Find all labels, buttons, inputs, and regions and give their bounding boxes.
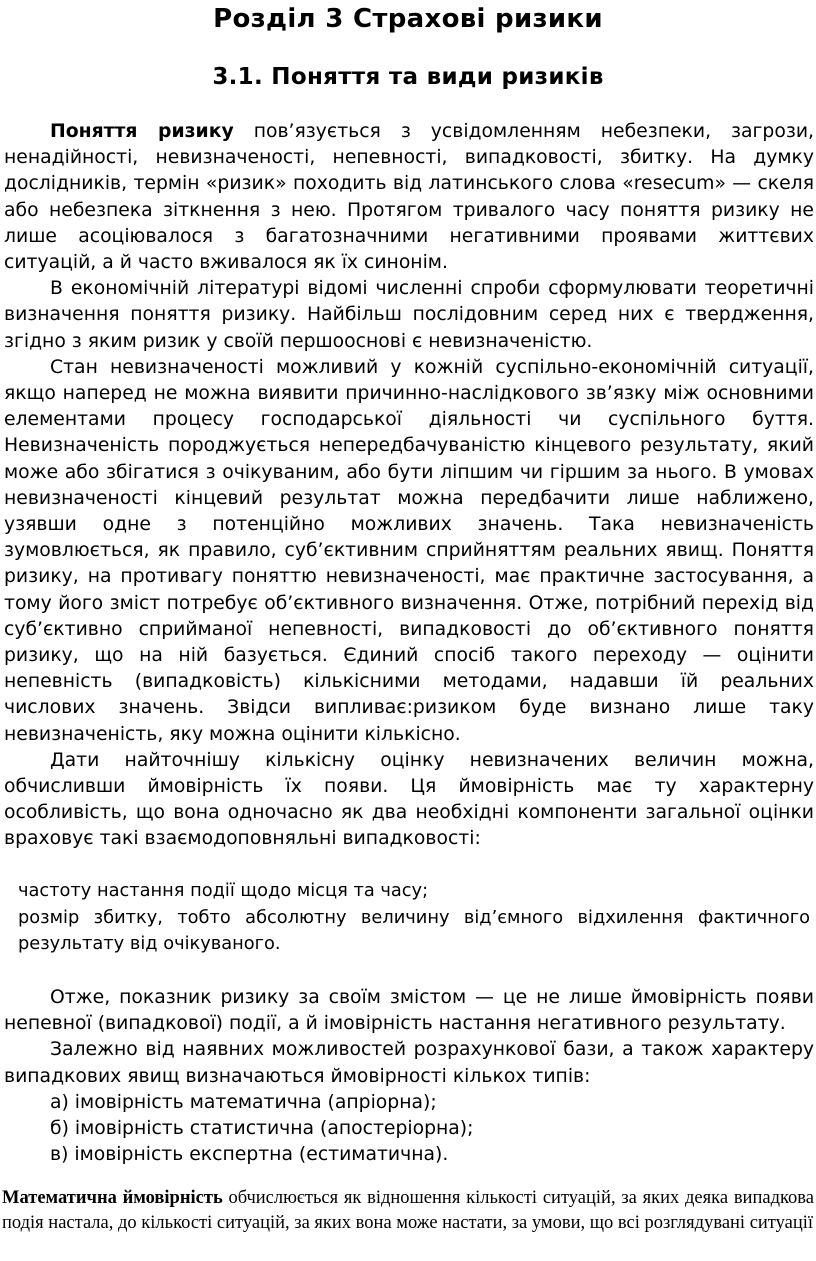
list-item-a: а) імовірність математична (апріорна); bbox=[50, 1091, 437, 1113]
term-math-probability: Математична ймовірність bbox=[2, 1188, 223, 1208]
list-item: розмір збитку, тобто абсолютну величину від’ємного відхилення фактичного результату від очікуваного. bbox=[18, 907, 810, 954]
body-text-block-1 bbox=[4, 119, 814, 853]
paragraph-risk-indicator: Отже, показник ризику за своїм змістом — це не лише ймовірність появи непевної (випадкової) події, а й імовірність настання негативного результату. bbox=[4, 987, 814, 1035]
components-list bbox=[18, 878, 810, 958]
list-item-c: в) імовірність експертна (естиматична). bbox=[50, 1144, 449, 1166]
paragraph-risk-concept bbox=[4, 119, 814, 276]
paragraph-text: обчислюється як відношення кількості ситуацій, за яких деяка випадкова подія настала, до кількості ситуацій, за яких вона може настати, за умови, що всі розглядувані ситуації bbox=[2, 1188, 814, 1233]
paragraph-probability: Дати найточнішу кількісну оцінку невизначених величин можна, обчисливши ймовірність їх появи. Ця ймовірність має ту характерну особливість, що вона одночасно як два необхідні компоненти загальної оцінки враховує такі взаємодоповняльні випадковості: bbox=[4, 749, 814, 850]
math-probability-block bbox=[2, 1186, 814, 1236]
paragraph-probability-types: Залежно від наявних можливостей розрахункової бази, а також характеру випадкових явищ визначаються ймовірності кількох типів: bbox=[4, 1039, 814, 1087]
list-item: частоту настання події щодо місця та часу; bbox=[18, 880, 429, 901]
paragraph-text: пов’язується з усвідомленням небезпеки, загрози, ненадійності, невизначеності, непевності, випадковості, збитку. На думку дослідників, термін «ризик» походить від латинського слова «resecum» — скеля або небезпека зіткнення з нею. Протягом тривалого часу поняття ризику не лише асоціювалося з багатозначними негативними проявами життєвих ситуацій, а й часто вживалося як їх синонім. bbox=[4, 121, 814, 274]
section-title: Розділ 3 Страхові ризики bbox=[213, 4, 603, 34]
list-item-b: б) імовірність статистична (апостеріорна); bbox=[50, 1118, 474, 1140]
paragraph-math-probability bbox=[2, 1186, 814, 1236]
paragraph-uncertainty: Стан невизначеності можливий у кожній суспільно-економічній ситуації, якщо наперед не можна виявити причинно-наслідкового зв’язку між основними елементами процесу господарської діяльності чи суспільного буття. Невизначеність породжується непередбачуваністю кінцевого результату, який може або збігатися з очікуваним, або бути ліпшим чи гіршим за нього. В умовах невизначеності кінцевий результат можна передбачити лише наближено, узявши одне з потенційно можливих значень. Така невизначеність зумовлюється, як правило, суб’єктивним сприйняттям реальних явищ. Поняття ризику, на противагу поняттю невизначеності, має практичне застосування, а тому його зміст потребує об’єктивного визначення. Отже, потрібний перехід від суб’єктивно сприйманої непевності, випадковості до об’єктивного поняття ризику, що на ній базується. Єдиний спосіб такого переходу — оцінити непевність (випадковість) кількісними методами, надавши їй реальних числових значень. Звідси випливає:ризиком буде визнано лише таку невизначеність, яку можна оцінити кількісно. bbox=[4, 356, 814, 745]
term-risk-concept: Поняття ризику bbox=[50, 121, 234, 142]
paragraph-economic-literature: В економічній літературі відомі численні спроби сформулювати теоретичні визначення поняття ризику. Найбільш послідовним серед них є твердження, згідно з яким ризик у своїй першооснові є невизначеністю. bbox=[4, 278, 814, 352]
subsection-title: 3.1. Поняття та види ризиків bbox=[212, 64, 604, 90]
body-text-block-2 bbox=[4, 985, 814, 1168]
